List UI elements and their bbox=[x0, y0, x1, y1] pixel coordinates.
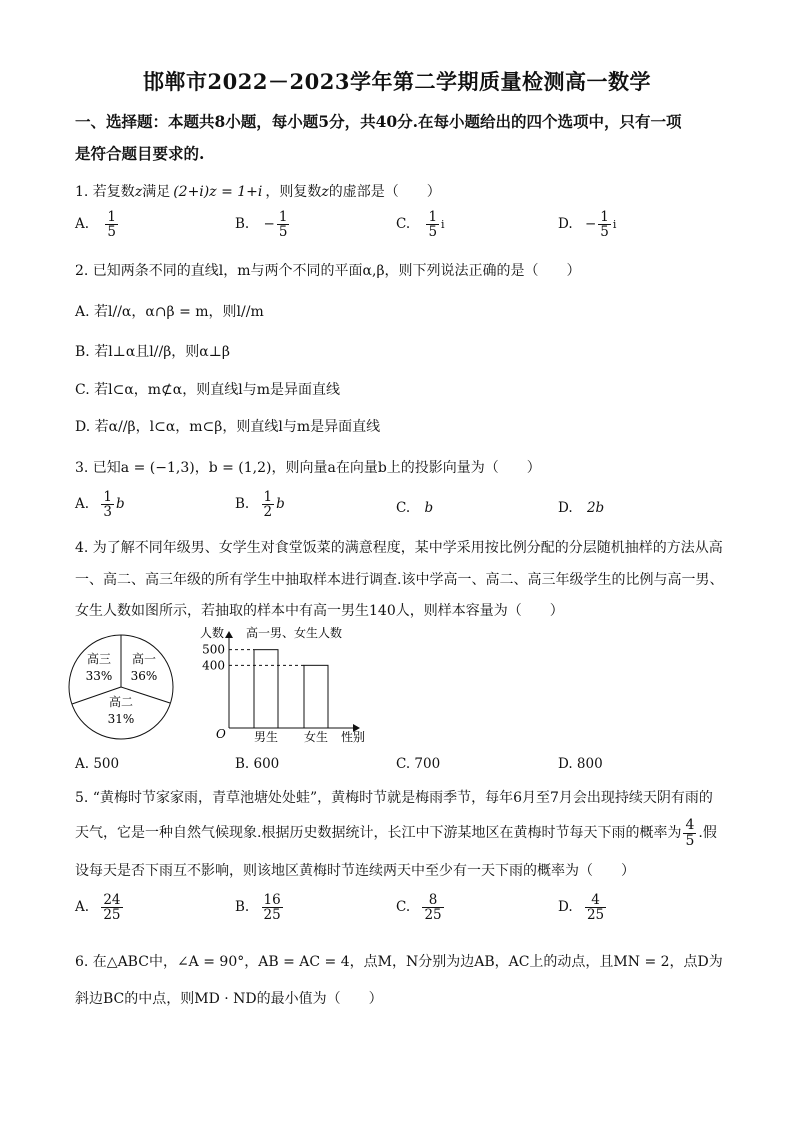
y-axis-label: 人数 bbox=[200, 626, 225, 640]
q2-option-a[interactable]: A. 若l//α，α∩β = m，则l//m bbox=[75, 304, 264, 320]
y-tick-label-500: 500 bbox=[202, 642, 225, 657]
x-axis-label: 性别 bbox=[341, 730, 366, 744]
pie-label-gao1: 高一 bbox=[131, 652, 157, 666]
q5-a-fraction: $\frac{24}{25}$ bbox=[103, 892, 121, 924]
pie-label-gao2: 高二 bbox=[108, 695, 134, 709]
q1-b-fraction: $\frac{1}{5}$ bbox=[278, 209, 288, 241]
q4-option-b[interactable]: B. 600 bbox=[235, 756, 280, 772]
q5-d-fraction: $\frac{4}{25}$ bbox=[586, 892, 605, 924]
q4-option-d[interactable]: D. 800 bbox=[558, 756, 603, 772]
chart-title: 高一男、女生人数 bbox=[246, 626, 343, 640]
q1-d-fraction: $\frac{1}{5}$ bbox=[600, 209, 609, 241]
q3-option-d[interactable]: D. 2b bbox=[558, 500, 605, 516]
q3-b-fraction: $\frac{1}{2}$ bbox=[263, 489, 273, 521]
q1-option-d[interactable]: D. − $\frac{1}{5}$ i bbox=[558, 209, 617, 241]
q1-option-c[interactable]: C. $\frac{1}{5}$ i bbox=[396, 209, 445, 241]
q2-option-c[interactable]: C. 若l⊂α，m⊄α，则直线l与m是异面直线 bbox=[75, 382, 340, 398]
q4-stem-line3: 女生人数如图所示，若抽取的样本中有高一男生140人，则样本容量为（ ） bbox=[75, 603, 564, 619]
q5-stem-line2: 天气，它是一种自然气候现象.根据历史数据统计，长江中下游某地区在黄梅时节每天下雨的概率为 $\frac{4}{5}$ .假 bbox=[75, 817, 717, 849]
q4-option-a[interactable]: A. 500 bbox=[75, 756, 120, 772]
q1-stem: 1. 若复数z满足 (2+i)z = 1+i ，则复数z的虚部是（ ） bbox=[75, 184, 441, 200]
q5-probability-fraction: $\frac{4}{5}$ bbox=[685, 817, 695, 849]
page-title: 邯郸市2022－2023学年第二学期质量检测高一数学 bbox=[143, 69, 651, 94]
bar-0 bbox=[254, 650, 278, 728]
q5-stem-line3: 设每天是否下雨互不影响，则该地区黄梅时节连续两天中至少有一天下雨的概率为（ ） bbox=[75, 863, 635, 879]
q5-c-fraction: $\frac{8}{25}$ bbox=[424, 892, 442, 924]
q3-option-c[interactable]: C. b bbox=[396, 500, 434, 516]
q5-option-d[interactable]: D. $\frac{4}{25}$ bbox=[558, 892, 605, 924]
q2-stem: 2. 已知两条不同的直线l，m与两个不同的平面α,β，则下列说法正确的是（ ） bbox=[75, 263, 581, 279]
pie-pct-gao1: 36% bbox=[130, 669, 158, 683]
x-tick-label-1: 女生 bbox=[303, 730, 329, 744]
q6-stem-line2: 斜边BC的中点，则MD · ND的最小值为（ ） bbox=[75, 991, 383, 1007]
bar-1 bbox=[304, 665, 328, 728]
q4-stem-line1: 4. 为了解不同年级男、女学生对食堂饭菜的满意程度，某中学采用按比例分配的分层随机抽样的方法从高 bbox=[75, 540, 723, 556]
q1-option-b[interactable]: B. − $\frac{1}{5}$ bbox=[235, 209, 288, 241]
q4-option-c[interactable]: C. 700 bbox=[396, 756, 441, 772]
q3-a-fraction: $\frac{1}{3}$ bbox=[103, 489, 112, 521]
gender-bar-chart bbox=[196, 620, 386, 750]
q1-c-fraction: $\frac{1}{5}$ bbox=[428, 209, 438, 241]
q6-stem-line1: 6. 在△ABC中，∠A = 90°，AB = AC = 4，点M，N分别为边AB，AC上的动点，且MN = 2，点D为 bbox=[75, 954, 723, 970]
q5-option-b[interactable]: B. $\frac{16}{25}$ bbox=[235, 892, 281, 924]
q5-option-a[interactable]: A. $\frac{24}{25}$ bbox=[75, 892, 121, 924]
y-tick-label-400: 400 bbox=[202, 658, 225, 673]
q5-b-fraction: $\frac{16}{25}$ bbox=[263, 892, 281, 924]
section-heading-line1: 一、选择题：本题共8小题，每小题5分，共40分.在每小题给出的四个选项中，只有一项 bbox=[75, 112, 682, 131]
grade-pie-chart bbox=[66, 632, 176, 742]
section-heading-line2: 是符合题目要求的. bbox=[75, 144, 205, 163]
q1-a-fraction: $\frac{1}{5}$ bbox=[107, 209, 116, 241]
x-tick-label-0: 男生 bbox=[253, 730, 279, 744]
pie-pct-gao3: 33% bbox=[85, 669, 113, 683]
q5-option-c[interactable]: C. $\frac{8}{25}$ bbox=[396, 892, 442, 924]
q2-option-b[interactable]: B. 若l⊥α且l//β，则α⊥β bbox=[75, 344, 231, 360]
q2-option-d[interactable]: D. 若α//β，l⊂α，m⊂β，则直线l与m是异面直线 bbox=[75, 419, 381, 435]
pie-pct-gao2: 31% bbox=[107, 712, 135, 726]
q3-option-a[interactable]: A. $\frac{1}{3}$ b bbox=[75, 489, 125, 521]
origin-label: O bbox=[216, 727, 226, 741]
q1-option-a[interactable]: A. $\frac{1}{5}$ bbox=[75, 209, 116, 241]
q3-option-b[interactable]: B. $\frac{1}{2}$ b bbox=[235, 489, 285, 521]
q3-stem: 3. 已知a = (−1,3)，b = (1,2)，则向量a在向量b上的投影向量为（ ） bbox=[75, 460, 541, 476]
pie-label-gao3: 高三 bbox=[86, 652, 112, 666]
q4-stem-line2: 一、高二、高三年级的所有学生中抽取样本进行调查.该中学高一、高二、高三年级学生的比例与高一男、 bbox=[75, 572, 724, 588]
q5-stem-line1: 5. “黄梅时节家家雨，青草池塘处处蛙”，黄梅时节就是梅雨季节，每年6月至7月会出现持续天阴有雨的 bbox=[75, 790, 713, 806]
